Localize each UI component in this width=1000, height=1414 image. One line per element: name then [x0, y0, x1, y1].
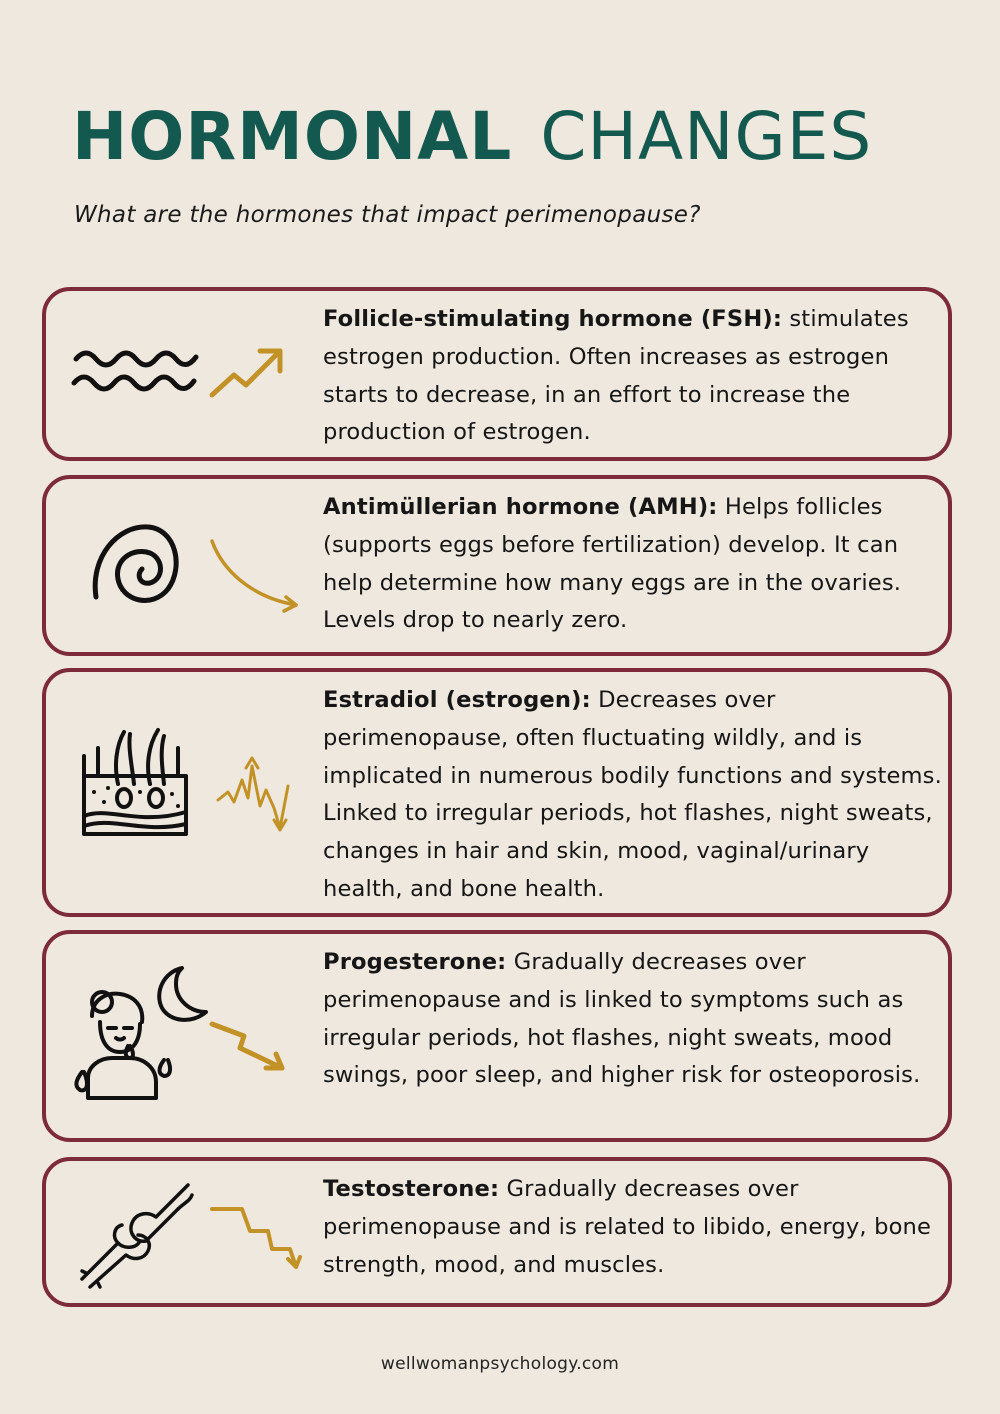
hormone-name: Testosterone:	[323, 1176, 500, 1202]
card-fsh	[42, 287, 952, 461]
hormone-description: Helps follicles (supports eggs before fertilization) develop. It can help determine how many eggs are in the ovaries. Levels drop to nearly zero.	[323, 494, 902, 634]
fluctuating-arrow-icon	[214, 750, 300, 836]
hormone-name: Antimüllerian hormone (AMH):	[323, 494, 718, 520]
zigzag-down-arrow-icon	[208, 1016, 292, 1076]
hormone-description: stimulates estrogen production. Often increases as estrogen starts to decrease, in an effort to increase the production of estrogen.	[323, 306, 909, 446]
card-estradiol	[42, 668, 952, 917]
page-subtitle: What are the hormones that impact perimenopause?	[74, 202, 701, 228]
hormone-description: Decreases over perimenopause, often fluctuating wildly, and is implicated in numerous bodily functions and systems. Linked to irregular periods, hot flashes, night sweats, changes in hair and skin, mood, vaginal/urinary health, and bone health.	[323, 687, 942, 902]
crying-woman-moon-icon	[72, 962, 212, 1102]
hormone-description: Gradually decreases over perimenopause and is related to libido, energy, bone strength, mood, and muscles.	[323, 1176, 932, 1278]
hormone-name: Estradiol (estrogen):	[323, 687, 591, 713]
card-testosterone-text	[323, 1171, 951, 1284]
waves-icon	[70, 339, 200, 399]
trend-up-arrow-icon	[208, 343, 288, 401]
card-fsh-text	[323, 301, 951, 452]
curved-down-arrow-icon	[206, 537, 306, 617]
hormone-name: Follicle-stimulating hormone (FSH):	[323, 306, 783, 332]
spiral-icon	[88, 517, 188, 609]
card-testosterone	[42, 1157, 952, 1307]
joint-bone-icon	[78, 1179, 196, 1291]
hormone-name: Progesterone:	[323, 949, 507, 975]
title-bold: HORMONAL	[72, 98, 513, 175]
card-estradiol-text	[323, 682, 951, 909]
card-progesterone-text	[323, 944, 951, 1095]
title-light: CHANGES	[540, 98, 873, 175]
card-amh	[42, 475, 952, 656]
footer-url: wellwomanpsychology.com	[380, 1354, 620, 1374]
card-progesterone	[42, 930, 952, 1142]
step-down-arrow-icon	[206, 1201, 302, 1273]
page-title	[72, 98, 873, 175]
card-amh-text	[323, 489, 951, 640]
hormone-description: Gradually decreases over perimenopause and is linked to symptoms such as irregular periods, hot flashes, night sweats, mood swings, poor sleep, and higher risk for osteoporosis.	[323, 949, 921, 1089]
skin-hair-icon	[78, 726, 193, 841]
